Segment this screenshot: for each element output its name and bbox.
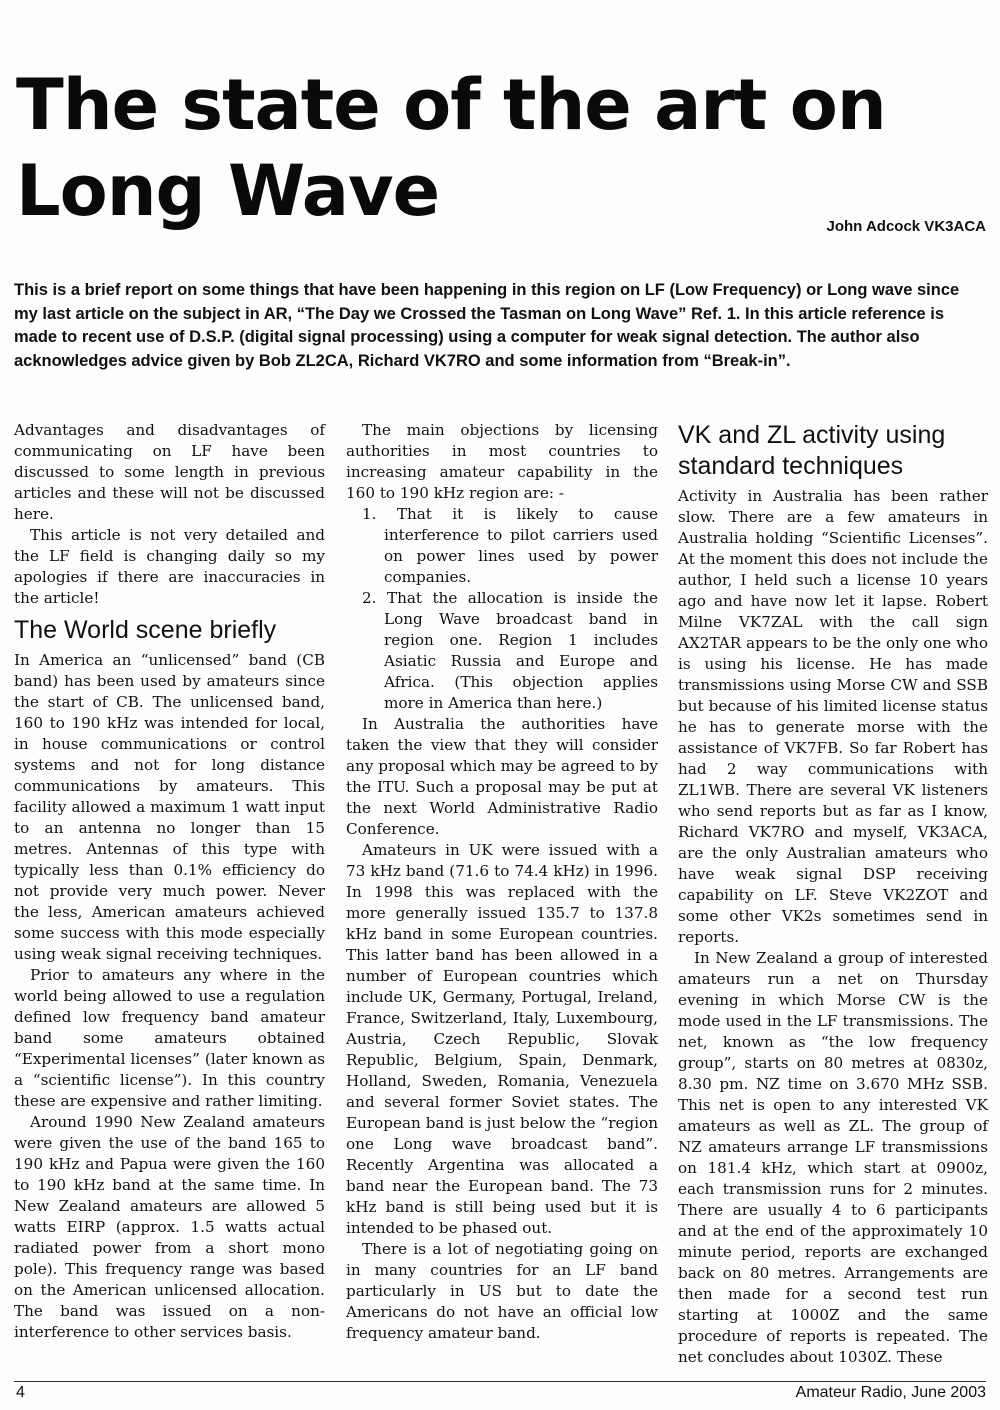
title-line-2: Long Wave xyxy=(16,150,440,232)
paragraph: In Australia the authorities have taken the view that they will consider any proposal which may be agreed to by the ITU. Such a proposal may be put at the next World Administrative Radio Conference. xyxy=(346,715,658,838)
objections-list xyxy=(346,504,658,714)
paragraph: There is a lot of negotiating going on in many countries for an LF band particularly in US but to date the Americans do not have an official low frequency amateur band. xyxy=(346,1240,658,1342)
intro-paragraph: This is a brief report on some things that have been happening in this region on LF (Low Frequency) or Long wave since my last article on the subject in AR, “The Day we Crossed the Tasman on Long Wave” Ref. 1. In this article reference is made to recent use of D.S.P. (digital signal processing) using a computer for weak signal detection. The author also acknowledges advice given by Bob ZL2CA, Richard VK7RO and some information from “Break-in”. xyxy=(14,281,960,370)
section-heading: The World scene briefly xyxy=(14,616,277,644)
column-2 xyxy=(346,420,658,1344)
footer-rule xyxy=(14,1381,986,1382)
page-number: 4 xyxy=(16,1384,25,1401)
paragraph: Amateurs in UK were issued with a 73 kHz band (71.6 to 74.4 kHz) in 1996. In 1998 this was replaced with the more generally issued 135.7 to 137.8 kHz band in some European countries. This latter band has been allowed in a number of European countries which include UK, Germany, Portugal, Ireland, France, Switzerland, Italy, Luxembourg, Austria, Czech Republic, Slovak Republic, Belgium, Spain, Denmark, Holland, Sweden, Romania, Venezuela and several former Soviet states. The European band is just below the “region one Long wave broadcast band”. Recently Argentina was allocated a band near the European band. The 73 kHz band is still being used but it is intended to be phased out. xyxy=(346,841,658,1237)
paragraph: In America an “unlicensed” band (CB band) has been used by amateurs since the start of CB. The unlicensed band, 160 to 190 kHz was intended for local, in house communications or control systems and not for long distance communications by amateurs. This facility allowed a maximum 1 watt input to an antenna no longer than 15 metres. Antennas of this type with typically less than 0.1% efficiency do not provide very much power. Never the less, American amateurs achieved some success with this mode especially using weak signal receiving techniques. xyxy=(14,651,325,963)
paragraph: This article is not very detailed and the LF field is changing daily so my apologies if there are inaccuracies in the article! xyxy=(14,526,325,607)
paragraph: Activity in Australia has been rather slow. There are a few amateurs in Australia holding “Scientific Licenses”. At the moment this does not include the author, I held such a license 10 years ago and have now let it lapse. Robert Milne VK7ZAL with the call sign AX2TAR appears to be the only one who is using his license. He has made transmissions using Morse CW and SSB but because of his limited license status he has to generate morse with the assistance of VK7FB. So far Robert has had 2 way communications with ZL1WB. There are several VK listeners who send reports but as far as I know, Richard VK7RO and myself, VK3ACA, are the only Australian amateurs who have weak signal DSP receiving capability on LF. Steve VK2ZOT and some other VK2s sometimes send in reports. xyxy=(678,487,988,946)
magazine-issue: Amateur Radio, June 2003 xyxy=(795,1384,986,1401)
paragraph: Prior to amateurs any where in the world being allowed to use a regulation defined low frequency band amateur band some amateurs obtained “Experimental licenses” (later known as a “scientific license”). In this country these are expensive and rather limiting. xyxy=(14,966,325,1110)
author-byline: John Adcock VK3ACA xyxy=(826,218,986,235)
section-heading: VK and ZL activity using standard techniques xyxy=(678,421,946,480)
list-item: 2. That the allocation is inside the Long Wave broadcast band in region one. Region 1 includes Asiatic Russia and Europe and Africa. (This objection applies more in America than here.) xyxy=(362,589,658,712)
paragraph: In New Zealand a group of interested amateurs run a net on Thursday evening in which Morse CW is the mode used in the LF transmissions. The net, known as “the low frequency group”, starts on 80 metres at 0830z, 8.30 pm. NZ time on 3.670 MHz SSB. This net is open to any interested VK amateurs as well as ZL. The group of NZ amateurs arrange LF transmissions on 181.4 kHz, which start at 0900z, each transmission runs for 2 minutes. There are usually 4 to 6 participants and at the end of the approximately 10 minute period, reports are exchanged back on 80 metres. Arrangements are then made for a second test run starting at 1000Z and the same procedure of reports is repeated. The net concludes about 1030Z. These xyxy=(678,949,988,1366)
article-title xyxy=(16,62,976,234)
paragraph: Around 1990 New Zealand amateurs were given the use of the band 165 to 190 kHz and Papua were given the 160 to 190 kHz band at the same time. In New Zealand amateurs are allowed 5 watts EIRP (approx. 1.5 watts actual radiated power from a short mono pole). This frequency range was based on the American unlicensed allocation. The band was issued on a non-interference to other services basis. xyxy=(14,1113,325,1341)
paragraph: Advantages and disadvantages of communicating on LF have been discussed to some length in previous articles and these will not be discussed here. xyxy=(14,421,325,523)
title-line-1: The state of the art on xyxy=(16,64,886,146)
paragraph: The main objections by licensing authorities in most countries to increasing amateur capability in the 160 to 190 kHz region are: - xyxy=(346,421,658,502)
list-item: 1. That it is likely to cause interference to pilot carriers used on power lines used by power companies. xyxy=(362,505,658,586)
column-3 xyxy=(678,420,988,1368)
column-1 xyxy=(14,420,325,1343)
